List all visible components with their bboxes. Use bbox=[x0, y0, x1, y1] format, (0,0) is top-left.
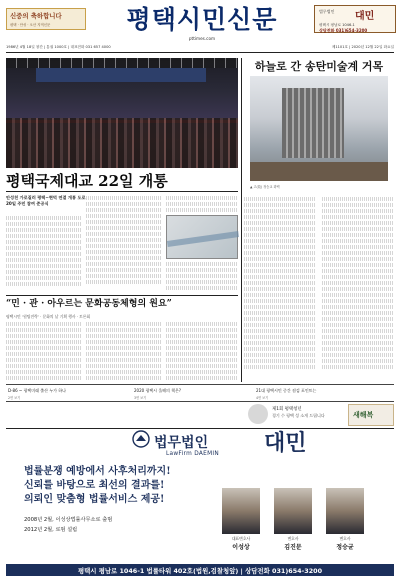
event-line-1: 제1회 평택청년 bbox=[272, 407, 302, 412]
event-box[interactable] bbox=[248, 404, 394, 426]
ad-person-3 bbox=[322, 488, 368, 551]
right-feature-caption: ▲ 고(故) 정승교 화백 bbox=[250, 185, 280, 189]
photo-banner bbox=[36, 68, 206, 82]
strip-page-2: 3면 보기 bbox=[134, 396, 147, 400]
ad-footer-bar[interactable] bbox=[6, 564, 394, 576]
firm-logo-icon bbox=[132, 430, 150, 448]
second-article-col-2 bbox=[86, 322, 162, 380]
person-photo bbox=[326, 488, 364, 534]
ad-person-2 bbox=[270, 488, 316, 551]
photo-crowd bbox=[6, 118, 238, 168]
section-rule bbox=[6, 295, 238, 296]
person-role: 변호사 bbox=[339, 536, 351, 541]
event-line-2: 경기 수 평택 성 소개 드립니다 bbox=[272, 413, 325, 418]
event-logo bbox=[348, 404, 394, 426]
right-feature-building bbox=[282, 88, 344, 158]
person-photo bbox=[222, 488, 260, 534]
main-photo[interactable] bbox=[6, 58, 238, 168]
person-role: 대표변호사 bbox=[231, 536, 251, 541]
right-feature-title[interactable]: 하늘로 간 송탄미술계 거목 bbox=[254, 60, 384, 73]
law-firm-ad[interactable] bbox=[6, 430, 394, 576]
right-feature[interactable] bbox=[244, 58, 394, 193]
issue-info-line bbox=[6, 45, 394, 51]
second-article-col-3 bbox=[166, 322, 238, 380]
right-article-col-1 bbox=[244, 197, 316, 381]
strip-link-1[interactable]: D-86 ~ 평택미래 출산 누가 하나 bbox=[8, 388, 66, 393]
strip-page-3: 4면 보기 bbox=[256, 396, 269, 400]
person-name: 이성상 bbox=[232, 544, 250, 551]
ad-history-2: 2012년 2월, 로펌 설립 bbox=[24, 527, 78, 533]
main-article-col-3b bbox=[166, 262, 238, 292]
main-article-col-3 bbox=[166, 196, 238, 212]
main-headline[interactable]: 평택국제대교 22일 개통 bbox=[6, 172, 168, 190]
ad-person-1 bbox=[218, 488, 264, 551]
event-logo-text: 새해복 bbox=[353, 410, 374, 419]
ad-phone: 상담전화 031)654-3200 bbox=[319, 28, 368, 33]
badge-subtitle: 평택 · 안성 · 오산 지역신문 bbox=[10, 23, 51, 27]
ad-brand: 대민 bbox=[355, 11, 375, 22]
photo-lights bbox=[6, 58, 238, 68]
ad-address: 평택시 평남로 1046-1 bbox=[319, 23, 355, 27]
issue-left-info: 1986년 4월 18일 창간 | 통권 1000호 | 대표전화 031 657 4000 bbox=[6, 45, 111, 49]
strip-link-3[interactable]: 21대 평택시민 중간 점검 포인트는 bbox=[256, 388, 317, 393]
main-article-col-1 bbox=[6, 216, 82, 292]
main-subheadline: 안성천 가로질러 평택~현덕 연결 개통 도로 20일 주민 참여 준공식 bbox=[6, 195, 86, 206]
related-links-strip bbox=[6, 384, 394, 402]
ad-firm-name: 대민 bbox=[264, 430, 307, 456]
person-name: 정승균 bbox=[336, 544, 354, 551]
issue-date: 제1101호 | 2020년 12월 22일 화요일 bbox=[331, 45, 394, 49]
header-rule bbox=[6, 52, 394, 53]
header-right-ad[interactable] bbox=[314, 5, 396, 33]
person-photo bbox=[274, 488, 312, 534]
header-left-badge[interactable] bbox=[6, 8, 86, 30]
strip-link-2[interactable]: 2020 평택시 올해의 책은? bbox=[134, 388, 182, 393]
main-headline-rule bbox=[6, 191, 238, 192]
main-article-col-2 bbox=[86, 196, 162, 292]
badge-title: 신중의 축하합니다 bbox=[10, 12, 62, 20]
column-divider bbox=[241, 58, 242, 382]
ad-firm-english: LawFirm DAEMIN bbox=[166, 451, 220, 457]
ad-slogan-3: 의뢰인 맞춤형 법률서비스 제공! bbox=[24, 494, 165, 505]
right-article-col-2 bbox=[322, 197, 394, 381]
ad-label: 법무법인 bbox=[319, 9, 335, 14]
ad-firm-label: 법무법인 bbox=[154, 435, 209, 451]
ad-slogan-2: 신뢰를 바탕으로 최선의 결과를! bbox=[24, 480, 165, 491]
person-role: 변호사 bbox=[287, 536, 299, 541]
second-headline[interactable]: “민 · 관 · 아우르는 문화공동체형의 원요” bbox=[6, 299, 172, 309]
ad-top-rule bbox=[6, 428, 394, 429]
strip-page-1: 2면 보기 bbox=[8, 396, 21, 400]
person-name: 김진문 bbox=[284, 544, 302, 551]
second-subheadline: 평택시민 ‘원팀전략’ · 문화의 날 기획 행사 · 토론회 bbox=[6, 314, 91, 319]
ad-slogan-1: 법률분쟁 예방에서 사후처리까지! bbox=[24, 466, 171, 477]
site-url[interactable]: pttimes.com bbox=[188, 36, 216, 41]
ad-history-1: 2008년 2월, 이성상법률사무소로 출범 bbox=[24, 517, 113, 523]
second-article-col-1 bbox=[6, 322, 82, 380]
ad-footer-text: 평택시 평남로 1046-1 법률타워 402호(법원,검찰청앞) | 상담전화 031)654-3200 bbox=[77, 566, 323, 575]
right-feature-ground bbox=[250, 162, 388, 181]
masthead-title: 평택시민신문 bbox=[126, 5, 278, 34]
event-icon bbox=[248, 404, 268, 424]
bridge-map-image[interactable] bbox=[166, 215, 238, 259]
